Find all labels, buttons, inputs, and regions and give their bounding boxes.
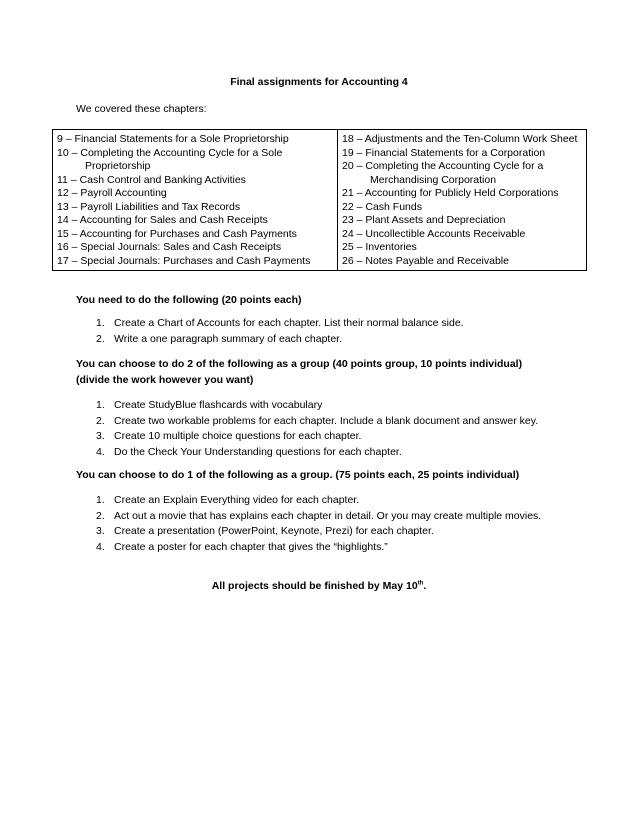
deadline-text: All projects should be finished by May 10 (211, 580, 418, 592)
intro-text: We covered these chapters: (76, 103, 207, 115)
chapter-number: 11 (57, 173, 68, 186)
list-item (96, 509, 541, 525)
chapter-item: 13 – Payroll Liabilities and Tax Records (57, 200, 241, 213)
chapter-number: 9 (57, 133, 63, 145)
list-item-number: 2. (96, 332, 105, 345)
chapter-name: Special Journals: Sales and Cash Receipts (80, 241, 282, 253)
section2-heading: You can choose to do 2 of the following as a group (40 points group, 10 points individual) (76, 358, 523, 370)
chapter-item: 15 – Accounting for Purchases and Cash Payments (57, 227, 297, 240)
section1-heading: You need to do the following (20 points each) (76, 294, 302, 306)
chapter-number: 14 (57, 214, 69, 226)
chapter-number: 20 (342, 160, 354, 172)
page-title: Final assignments for Accounting 4 (230, 76, 408, 88)
chapters-left-column (53, 130, 338, 271)
chapter-number: 21 (342, 187, 354, 199)
chapter-item: 25 – Inventories (342, 241, 417, 253)
chapters-table (52, 129, 587, 271)
list-item-text: Create a Chart of Accounts for each chapter. List their normal balance side. (114, 317, 464, 329)
list-item-text: Write a one paragraph summary of each chapter. (114, 332, 343, 345)
chapter-name: Adjustments and the Ten-Column Work Sheet (364, 133, 578, 145)
chapter-name-continued: Proprietorship (85, 160, 151, 172)
section3-heading: You can choose to do 1 of the following as a group. (75 points each, 25 points individual) (76, 469, 520, 481)
section2-subheading: (divide the work however you want) (76, 374, 254, 386)
chapter-name: Financial Statements for a Corporation (365, 146, 546, 159)
chapter-name: Special Journals: Purchases and Cash Payments (80, 254, 311, 267)
chapter-number: 17 (57, 254, 69, 267)
chapter-item: 16 – Special Journals: Sales and Cash Receipts (57, 241, 282, 253)
list-item (96, 524, 541, 540)
chapter-item: 26 – Notes Payable and Receivable (342, 254, 509, 267)
section2-list (96, 398, 538, 460)
list-item-number: 1. (96, 317, 105, 329)
list-item (96, 429, 538, 445)
chapter-item: 18 – Adjustments and the Ten-Column Work Sheet (342, 133, 578, 145)
list-item-text: Create a presentation (PowerPoint, Keynote, Prezi) for each chapter. (114, 525, 434, 538)
list-item-number: 4. (96, 540, 105, 553)
chapter-item: 22 – Cash Funds (342, 200, 422, 213)
chapter-number: 15 (57, 227, 69, 240)
chapter-number: 10 (57, 146, 69, 159)
chapter-name: Financial Statements for a Sole Proprietorship (74, 133, 289, 145)
chapter-name: Payroll Liabilities and Tax Records (80, 200, 241, 213)
chapter-item: 14 – Accounting for Sales and Cash Receipts (57, 214, 268, 226)
chapter-name: Cash Control and Banking Activities (79, 173, 246, 186)
chapter-item: 11 – Cash Control and Banking Activities (57, 173, 246, 186)
chapter-number: 12 (57, 187, 69, 199)
section1-list (96, 316, 464, 347)
chapter-number: 25 (342, 241, 354, 253)
section3-list (96, 493, 541, 555)
chapter-item: 12 – Payroll Accounting (57, 187, 167, 199)
list-item-number: 1. (96, 399, 105, 411)
chapter-name: Accounting for Sales and Cash Receipts (79, 214, 268, 226)
chapter-name: Inventories (365, 241, 417, 253)
list-item-number: 1. (96, 494, 105, 506)
chapter-number: 19 (342, 146, 354, 159)
list-item-text: Create StudyBlue flashcards with vocabulary (114, 399, 323, 411)
chapter-number: 13 (57, 200, 69, 213)
chapter-name-continued: Merchandising Corporation (370, 173, 497, 186)
list-item-text: Act out a movie that has explains each chapter in detail. Or you may create multiple movies. (114, 509, 542, 522)
chapter-item: 24 – Uncollectible Accounts Receivable (342, 227, 526, 240)
deadline-period: . (423, 580, 427, 592)
chapter-name: Plant Assets and Depreciation (365, 214, 506, 226)
chapter-number: 18 (342, 133, 354, 145)
list-item (96, 445, 538, 461)
list-item-number: 3. (96, 430, 105, 443)
chapter-number: 22 (342, 200, 354, 213)
chapter-name: Notes Payable and Receivable (365, 254, 509, 267)
list-item-text: Create a poster for each chapter that gives the “highlights.” (114, 540, 388, 553)
list-item (96, 414, 538, 430)
chapter-number: 24 (342, 227, 354, 240)
chapter-name: Accounting for Publicly Held Corporations (364, 187, 559, 199)
chapter-number: 16 (57, 241, 69, 253)
chapter-item: 10 – Completing the Accounting Cycle for a Sole Proprietorship (57, 147, 333, 174)
chapter-item: 23 – Plant Assets and Depreciation (342, 214, 506, 226)
chapter-name: Payroll Accounting (80, 187, 167, 199)
chapter-item: 9 – Financial Statements for a Sole Proprietorship (57, 133, 289, 145)
chapter-name: Completing the Accounting Cycle for a (365, 160, 544, 172)
chapter-number: 26 (342, 254, 354, 267)
chapter-item: 19 – Financial Statements for a Corporation (342, 146, 546, 159)
chapter-number: 23 (342, 214, 354, 226)
list-item (96, 332, 464, 348)
list-item-text: Create two workable problems for each chapter. Include a blank document and answer key. (114, 414, 539, 427)
chapter-name: Completing the Accounting Cycle for a Sole (80, 146, 283, 159)
list-item (96, 316, 464, 332)
list-item-text: Create 10 multiple choice questions for each chapter. (114, 430, 362, 443)
chapter-name: Accounting for Purchases and Cash Payments (79, 227, 297, 240)
table-row (53, 130, 587, 271)
chapter-name: Cash Funds (365, 200, 422, 213)
list-item-text: Do the Check Your Understanding questions for each chapter. (114, 445, 402, 458)
list-item-number: 4. (96, 445, 105, 458)
list-item-number: 3. (96, 525, 105, 538)
chapter-item: 20 – Completing the Accounting Cycle for a Merchandising Corporation (342, 160, 582, 187)
list-item-text: Create an Explain Everything video for each chapter. (114, 494, 360, 506)
chapters-right-column (338, 130, 587, 271)
chapter-item: 21 – Accounting for Publicly Held Corporations (342, 187, 559, 199)
list-item (96, 540, 541, 556)
deadline-superscript: th (417, 580, 424, 587)
list-item (96, 398, 538, 414)
chapter-name: Uncollectible Accounts Receivable (365, 227, 526, 240)
deadline-note (0, 580, 638, 592)
list-item-number: 2. (96, 414, 105, 427)
list-item (96, 493, 541, 509)
list-item-number: 2. (96, 509, 105, 522)
chapter-item: 17 – Special Journals: Purchases and Cash Payments (57, 254, 311, 267)
